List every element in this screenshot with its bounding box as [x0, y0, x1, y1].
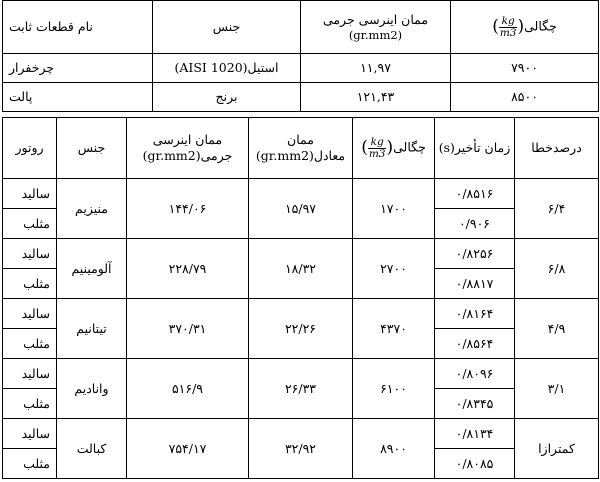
table-row	[3, 179, 599, 209]
rotor-materials-table	[2, 117, 599, 479]
delay-value: ۰/۸۱۳۴	[435, 419, 515, 449]
density-header: چگالی( $\frac{kg}{m3}$ )	[353, 118, 435, 179]
part-name-value: پالت	[3, 83, 153, 112]
density-unit: $\frac{kg}{m3}$	[499, 15, 517, 39]
density-label: چگالی	[393, 139, 426, 155]
part-name-header: نام قطعات ثابت	[3, 1, 153, 54]
mass-inertia-value: ۷۵۴/۱۷	[127, 419, 249, 479]
equiv-moment-value: ۱۵/۹۷	[249, 179, 353, 239]
delay-value: ۰/۸۳۴۵	[435, 389, 515, 419]
inertia-label: ممان اینرسی جرمی	[322, 12, 429, 27]
material-header: جنس	[153, 1, 301, 54]
fixed-part-row	[3, 83, 599, 112]
delay-value: ۰/۹۰۶	[435, 209, 515, 239]
rotor-type: مثلب	[3, 329, 57, 359]
density-label: چگالی	[524, 18, 557, 34]
rotor-header: روتور	[3, 118, 57, 179]
inertia-header	[301, 1, 451, 54]
density-unit: $\frac{kg}{m3}$	[368, 136, 386, 160]
table-row	[3, 359, 599, 389]
density-value: ۱۷۰۰	[353, 179, 435, 239]
density-value: ۶۱۰۰	[353, 359, 435, 419]
rotor-type: سالید	[3, 179, 57, 209]
density-value: ۴۳۷۰	[353, 299, 435, 359]
inertia-unit: (gr.mm2)	[348, 27, 403, 42]
delay-value: ۰/۸۰۸۵	[435, 449, 515, 479]
delay-value: ۰/۸۸۱۷	[435, 269, 515, 299]
error-percent-header: درصدخطا	[515, 118, 599, 179]
inertia-value: ۱۱,۹۷	[301, 54, 451, 83]
delay-value: ۰/۸۱۶۴	[435, 299, 515, 329]
rotor-type: مثلب	[3, 449, 57, 479]
material-value: تیتانیم	[57, 299, 127, 359]
equiv-moment-value: ۲۶/۳۳	[249, 359, 353, 419]
equiv-moment-value: ۱۸/۳۲	[249, 239, 353, 299]
material-header: جنس	[57, 118, 127, 179]
material-value: استیل(AISI 1020)	[153, 54, 301, 83]
delay-value: ۰/۸۵۱۶	[435, 179, 515, 209]
table-row	[3, 419, 599, 449]
part-name-value: چرخفرار	[3, 54, 153, 83]
mass-inertia-value: ۳۷۰/۳۱	[127, 299, 249, 359]
mass-inertia-value: ۵۱۶/۹	[127, 359, 249, 419]
error-percent-value: کمترازا	[515, 419, 599, 479]
delay-time-header: زمان تأخیر(s)	[435, 118, 515, 179]
equiv-moment-header: ممان معادل(gr.mm2)	[249, 118, 353, 179]
material-value: آلومینیم	[57, 239, 127, 299]
rotor-type: سالید	[3, 359, 57, 389]
material-value: کبالت	[57, 419, 127, 479]
error-percent-value: ۶/۸	[515, 239, 599, 299]
density-value: ۸۵۰۰	[451, 83, 599, 112]
delay-value: ۰/۸۰۹۶	[435, 359, 515, 389]
error-percent-value: ۳/۱	[515, 359, 599, 419]
fixed-part-row	[3, 54, 599, 83]
material-value: برنج	[153, 83, 301, 112]
material-value: وانادیم	[57, 359, 127, 419]
error-percent-value: ۶/۴	[515, 179, 599, 239]
rotor-type: مثلب	[3, 269, 57, 299]
rotor-type: سالید	[3, 299, 57, 329]
table-row	[3, 239, 599, 269]
density-header: چگالی( $\frac{kg}{m3}$ )	[451, 1, 599, 54]
equiv-moment-value: ۳۲/۹۲	[249, 419, 353, 479]
mass-inertia-value: ۱۴۴/۰۶	[127, 179, 249, 239]
fixed-parts-header-row	[3, 1, 599, 54]
fixed-parts-table	[2, 0, 599, 112]
material-value: منیزیم	[57, 179, 127, 239]
rotor-type: مثلب	[3, 209, 57, 239]
rotor-type: مثلب	[3, 389, 57, 419]
density-value: ۲۷۰۰	[353, 239, 435, 299]
rotor-header-row	[3, 118, 599, 179]
mass-inertia-value: ۲۲۸/۷۹	[127, 239, 249, 299]
delay-value: ۰/۸۵۶۴	[435, 329, 515, 359]
inertia-value: ۱۲۱,۴۳	[301, 83, 451, 112]
delay-value: ۰/۸۲۵۶	[435, 239, 515, 269]
mass-inertia-header: ممان اینرسی جرمی(gr.mm2)	[127, 118, 249, 179]
density-value: ۷۹۰۰	[451, 54, 599, 83]
rotor-type: سالید	[3, 239, 57, 269]
error-percent-value: ۴/۹	[515, 299, 599, 359]
rotor-type: سالید	[3, 419, 57, 449]
density-value: ۸۹۰۰	[353, 419, 435, 479]
table-row	[3, 299, 599, 329]
equiv-moment-value: ۲۲/۲۶	[249, 299, 353, 359]
